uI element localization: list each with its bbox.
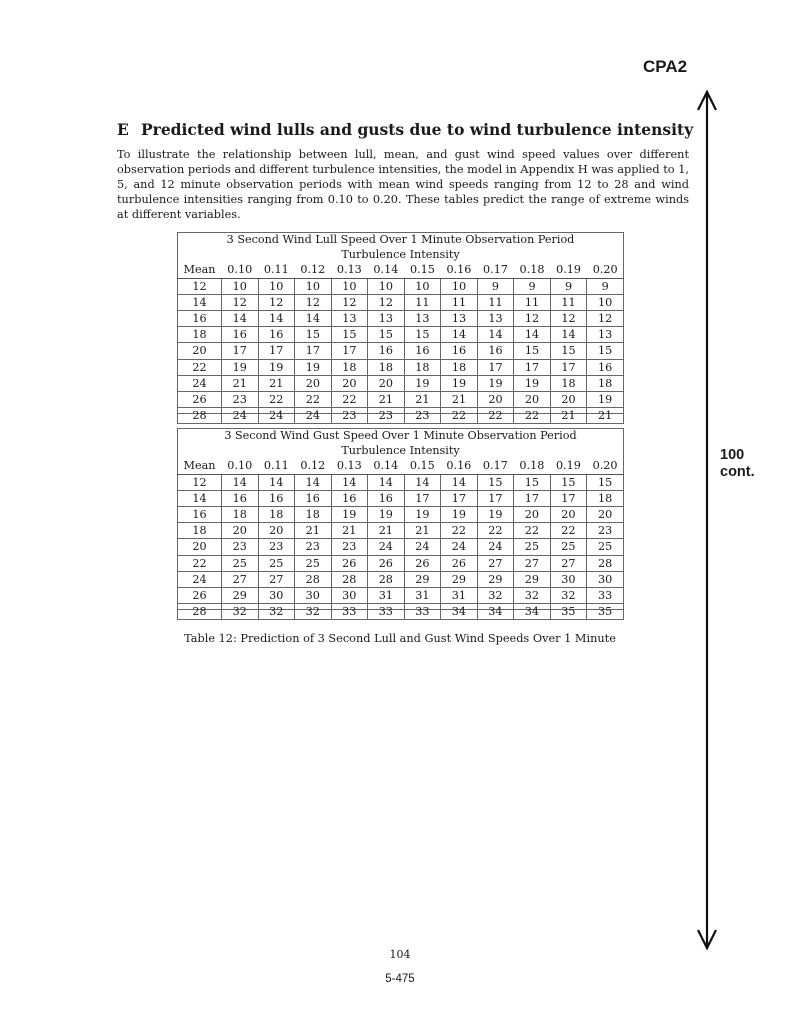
table-cell: 18 <box>331 359 368 375</box>
table-cell: 22 <box>331 391 368 407</box>
table-cell: 10 <box>331 278 368 294</box>
row-mean-cell: 20 <box>178 539 222 555</box>
row-mean-cell: 22 <box>178 359 222 375</box>
table-cell: 21 <box>404 523 441 539</box>
table-cell: 15 <box>587 474 624 490</box>
table-cell: 12 <box>258 294 295 310</box>
table-cell: 13 <box>404 310 441 326</box>
table-cell: 18 <box>404 359 441 375</box>
section-letter: E <box>117 120 129 139</box>
table-cell: 23 <box>295 539 332 555</box>
table-cell: 17 <box>477 359 514 375</box>
column-header-intensity: 0.16 <box>441 262 478 278</box>
table-cell: 13 <box>368 310 405 326</box>
table-cell: 10 <box>368 278 405 294</box>
row-mean-cell: 18 <box>178 327 222 343</box>
table-cell: 10 <box>587 294 624 310</box>
table-cell: 15 <box>550 343 587 359</box>
column-header-intensity: 0.12 <box>295 262 332 278</box>
page-number: 104 <box>389 948 411 961</box>
table-cell: 12 <box>368 294 405 310</box>
table-cell: 20 <box>295 375 332 391</box>
table-cell: 15 <box>587 343 624 359</box>
table-cell: 14 <box>222 310 259 326</box>
table-cell: 31 <box>441 587 478 603</box>
table-cell: 9 <box>587 278 624 294</box>
table-row <box>178 359 624 375</box>
intro-paragraph: To illustrate the relationship between lull, mean, and gust wind speed values over different observation periods and different turbulence intensities, the model in Appendix H was applied to 1, 5, and 12 minute observation periods with mean wind speeds ranging from 12 to 28 and wind turbulence intensities ranging from 0.10 to 0.20. These tables predict the range of extreme winds at different variables. <box>117 148 689 221</box>
table-cell: 24 <box>295 408 332 424</box>
table-cell: 19 <box>295 359 332 375</box>
table-cell: 30 <box>258 587 295 603</box>
table-cell: 17 <box>550 490 587 506</box>
row-mean-cell: 12 <box>178 474 222 490</box>
table-cell: 27 <box>514 555 551 571</box>
table-cell: 29 <box>441 571 478 587</box>
table-cell: 10 <box>222 278 259 294</box>
table-cell: 14 <box>404 474 441 490</box>
table-cell: 19 <box>222 359 259 375</box>
table-cell: 14 <box>368 474 405 490</box>
column-header-intensity: 0.20 <box>587 262 624 278</box>
table-cell: 23 <box>404 408 441 424</box>
column-header-intensity: 0.12 <box>295 458 332 474</box>
table-cell: 26 <box>441 555 478 571</box>
table-cell: 15 <box>550 474 587 490</box>
column-header-intensity: 0.18 <box>514 262 551 278</box>
table-cell: 13 <box>441 310 478 326</box>
table-cell: 12 <box>550 310 587 326</box>
table-cell: 15 <box>477 474 514 490</box>
table-cell: 12 <box>587 310 624 326</box>
table-cell: 14 <box>222 474 259 490</box>
table-cell: 23 <box>368 408 405 424</box>
table-cell: 17 <box>514 359 551 375</box>
table-cell: 23 <box>222 391 259 407</box>
column-header-intensity: 0.11 <box>258 262 295 278</box>
table-cell: 28 <box>368 571 405 587</box>
table-cell: 25 <box>587 539 624 555</box>
table-cell: 16 <box>258 490 295 506</box>
table-cell: 27 <box>477 555 514 571</box>
table-cell: 19 <box>587 391 624 407</box>
table-cell: 18 <box>550 375 587 391</box>
table-cell: 23 <box>331 408 368 424</box>
table-cell: 19 <box>258 359 295 375</box>
table-cell: 24 <box>404 539 441 555</box>
table-cell: 25 <box>222 555 259 571</box>
table-cell: 16 <box>258 327 295 343</box>
table-cell: 28 <box>331 571 368 587</box>
table-cell: 14 <box>477 327 514 343</box>
table-cell: 16 <box>587 359 624 375</box>
table-row <box>178 327 624 343</box>
table-cell: 17 <box>550 359 587 375</box>
table-row <box>178 587 624 603</box>
column-header-intensity: 0.10 <box>222 262 259 278</box>
table-subtitle: Turbulence Intensity <box>341 248 460 262</box>
table-cell: 32 <box>550 587 587 603</box>
table-row <box>178 506 624 522</box>
range-label-value: 100 <box>720 447 745 463</box>
column-header-mean: Mean <box>178 262 222 278</box>
table-cell: 20 <box>514 391 551 407</box>
row-mean-cell: 22 <box>178 555 222 571</box>
table-cell: 21 <box>587 408 624 424</box>
table-cell: 28 <box>295 571 332 587</box>
table-cell: 18 <box>587 375 624 391</box>
table-cell: 10 <box>441 278 478 294</box>
table-cell: 15 <box>514 474 551 490</box>
column-header-intensity: 0.10 <box>222 458 259 474</box>
table-cell: 21 <box>441 391 478 407</box>
table-cell: 14 <box>258 310 295 326</box>
table-subtitle: Turbulence Intensity <box>341 444 460 458</box>
table-cell: 25 <box>295 555 332 571</box>
table-cell: 18 <box>258 506 295 522</box>
table-cell: 31 <box>368 587 405 603</box>
table-cell: 15 <box>331 327 368 343</box>
table-cell: 12 <box>222 294 259 310</box>
table-cell: 17 <box>331 343 368 359</box>
row-mean-cell: 28 <box>178 408 222 424</box>
row-mean-cell: 16 <box>178 310 222 326</box>
table-row <box>178 278 624 294</box>
column-header-intensity: 0.11 <box>258 458 295 474</box>
table-cell: 13 <box>587 327 624 343</box>
table-cell: 35 <box>550 604 587 620</box>
table-cell: 26 <box>404 555 441 571</box>
table-cell: 17 <box>258 343 295 359</box>
table-cell: 24 <box>222 408 259 424</box>
table-cell: 11 <box>550 294 587 310</box>
table-cell: 29 <box>477 571 514 587</box>
table-cell: 22 <box>441 408 478 424</box>
table-cell: 19 <box>404 375 441 391</box>
table-cell: 19 <box>441 506 478 522</box>
table-cell: 19 <box>404 506 441 522</box>
table-cell: 17 <box>222 343 259 359</box>
page-stamp: 5-475 <box>385 973 415 985</box>
table-cell: 9 <box>514 278 551 294</box>
table-cell: 29 <box>222 587 259 603</box>
table-cell: 17 <box>404 490 441 506</box>
table-title: 3 Second Wind Lull Speed Over 1 Minute Observation Period <box>226 233 575 247</box>
table-row <box>178 571 624 587</box>
table-cell: 27 <box>258 571 295 587</box>
table-cell: 22 <box>477 523 514 539</box>
column-header-intensity: 0.13 <box>331 262 368 278</box>
section-title-text: Predicted wind lulls and gusts due to wind turbulence intensity <box>141 120 694 139</box>
table-cell: 32 <box>477 587 514 603</box>
table-cell: 19 <box>441 375 478 391</box>
table-cell: 10 <box>295 278 332 294</box>
table-cell: 16 <box>441 343 478 359</box>
table-row <box>178 408 624 424</box>
table-cell: 20 <box>550 506 587 522</box>
table-cell: 15 <box>368 327 405 343</box>
column-header-intensity: 0.16 <box>441 458 478 474</box>
table-cell: 11 <box>477 294 514 310</box>
table-cell: 29 <box>404 571 441 587</box>
table-cell: 34 <box>477 604 514 620</box>
row-mean-cell: 28 <box>178 604 222 620</box>
table-cell: 11 <box>404 294 441 310</box>
table-cell: 20 <box>477 391 514 407</box>
table-cell: 22 <box>514 408 551 424</box>
table-row <box>178 490 624 506</box>
table-cell: 16 <box>404 343 441 359</box>
section-title <box>117 120 693 139</box>
table-cell: 26 <box>368 555 405 571</box>
table-title: 3 Second Wind Gust Speed Over 1 Minute Observation Period <box>224 429 577 443</box>
column-header-intensity: 0.17 <box>477 458 514 474</box>
row-mean-cell: 20 <box>178 343 222 359</box>
column-header-intensity: 0.19 <box>550 262 587 278</box>
table-cell: 16 <box>331 490 368 506</box>
table-cell: 15 <box>295 327 332 343</box>
table-cell: 32 <box>295 604 332 620</box>
table-row <box>178 375 624 391</box>
table-cell: 20 <box>368 375 405 391</box>
table-cell: 18 <box>222 506 259 522</box>
double-headed-vertical-arrow-icon <box>690 88 724 952</box>
table-cell: 30 <box>331 587 368 603</box>
table-cell: 14 <box>441 327 478 343</box>
table-cell: 21 <box>222 375 259 391</box>
table-cell: 17 <box>441 490 478 506</box>
table-cell: 18 <box>368 359 405 375</box>
table-cell: 14 <box>441 474 478 490</box>
table-cell: 34 <box>514 604 551 620</box>
table-cell: 28 <box>587 555 624 571</box>
row-mean-cell: 18 <box>178 523 222 539</box>
column-header-intensity: 0.13 <box>331 458 368 474</box>
column-header-intensity: 0.18 <box>514 458 551 474</box>
table-cell: 16 <box>477 343 514 359</box>
table-cell: 26 <box>331 555 368 571</box>
table-row <box>178 539 624 555</box>
table-cell: 21 <box>404 391 441 407</box>
table-cell: 23 <box>222 539 259 555</box>
table-cell: 30 <box>587 571 624 587</box>
table-cell: 12 <box>295 294 332 310</box>
table-cell: 11 <box>441 294 478 310</box>
table-cell: 24 <box>258 408 295 424</box>
row-mean-cell: 14 <box>178 490 222 506</box>
table-cell: 16 <box>222 490 259 506</box>
table-cell: 21 <box>331 523 368 539</box>
table-cell: 21 <box>295 523 332 539</box>
table-cell: 23 <box>331 539 368 555</box>
row-mean-cell: 24 <box>178 375 222 391</box>
table-row <box>178 474 624 490</box>
table-cell: 14 <box>514 327 551 343</box>
table-cell: 27 <box>550 555 587 571</box>
table-cell: 32 <box>258 604 295 620</box>
table-cell: 14 <box>331 474 368 490</box>
table-cell: 33 <box>368 604 405 620</box>
table-row <box>178 523 624 539</box>
table-cell: 19 <box>477 375 514 391</box>
table-cell: 22 <box>295 391 332 407</box>
table-cell: 18 <box>441 359 478 375</box>
table-cell: 10 <box>404 278 441 294</box>
row-mean-cell: 24 <box>178 571 222 587</box>
table-cell: 20 <box>222 523 259 539</box>
column-header-intensity: 0.14 <box>368 262 405 278</box>
table-cell: 9 <box>550 278 587 294</box>
table-cell: 11 <box>514 294 551 310</box>
table-cell: 16 <box>368 490 405 506</box>
row-mean-cell: 16 <box>178 506 222 522</box>
table-cell: 31 <box>404 587 441 603</box>
table-cell: 20 <box>587 506 624 522</box>
table-cell: 24 <box>477 539 514 555</box>
lull-speed-table <box>177 232 624 424</box>
table-cell: 25 <box>514 539 551 555</box>
table-cell: 14 <box>258 474 295 490</box>
table-cell: 17 <box>295 343 332 359</box>
table-cell: 30 <box>295 587 332 603</box>
row-mean-cell: 26 <box>178 391 222 407</box>
table-cell: 16 <box>222 327 259 343</box>
table-cell: 25 <box>550 539 587 555</box>
table-cell: 25 <box>258 555 295 571</box>
table-cell: 19 <box>477 506 514 522</box>
table-cell: 16 <box>368 343 405 359</box>
table-cell: 29 <box>514 571 551 587</box>
table-cell: 17 <box>514 490 551 506</box>
table-cell: 22 <box>477 408 514 424</box>
table-cell: 13 <box>477 310 514 326</box>
table-cell: 19 <box>368 506 405 522</box>
table-cell: 20 <box>514 506 551 522</box>
table-cell: 23 <box>587 523 624 539</box>
table-cell: 14 <box>295 310 332 326</box>
table-cell: 21 <box>550 408 587 424</box>
table-cell: 24 <box>368 539 405 555</box>
row-mean-cell: 26 <box>178 587 222 603</box>
table-cell: 20 <box>258 523 295 539</box>
table-row <box>178 343 624 359</box>
table-cell: 19 <box>331 506 368 522</box>
table-cell: 19 <box>514 375 551 391</box>
table-cell: 16 <box>295 490 332 506</box>
range-label-continued: cont. <box>720 464 755 480</box>
table-cell: 14 <box>550 327 587 343</box>
table-cell: 15 <box>404 327 441 343</box>
column-header-intensity: 0.20 <box>587 458 624 474</box>
table-cell: 32 <box>514 587 551 603</box>
table-cell: 24 <box>441 539 478 555</box>
column-header-intensity: 0.17 <box>477 262 514 278</box>
range-annotation-label <box>720 447 755 481</box>
table-cell: 18 <box>295 506 332 522</box>
table-cell: 35 <box>587 604 624 620</box>
table-cell: 33 <box>404 604 441 620</box>
table-cell: 22 <box>550 523 587 539</box>
table-cell: 18 <box>587 490 624 506</box>
table-cell: 15 <box>514 343 551 359</box>
table-cell: 32 <box>222 604 259 620</box>
table-cell: 22 <box>514 523 551 539</box>
table-cell: 34 <box>441 604 478 620</box>
column-header-intensity: 0.15 <box>404 458 441 474</box>
table-row <box>178 604 624 620</box>
table-cell: 14 <box>295 474 332 490</box>
column-header-intensity: 0.15 <box>404 262 441 278</box>
document-code: CPA2 <box>643 57 688 76</box>
table-cell: 20 <box>331 375 368 391</box>
table-cell: 21 <box>368 391 405 407</box>
table-cell: 20 <box>550 391 587 407</box>
table-cell: 22 <box>258 391 295 407</box>
table-cell: 10 <box>258 278 295 294</box>
table-cell: 9 <box>477 278 514 294</box>
table-cell: 22 <box>441 523 478 539</box>
table-cell: 33 <box>331 604 368 620</box>
table-cell: 12 <box>514 310 551 326</box>
table-cell: 30 <box>550 571 587 587</box>
table-caption: Table 12: Prediction of 3 Second Lull and Gust Wind Speeds Over 1 Minute <box>184 632 616 645</box>
table-cell: 27 <box>222 571 259 587</box>
table-row <box>178 555 624 571</box>
table-cell: 17 <box>477 490 514 506</box>
table-row <box>178 294 624 310</box>
table-cell: 13 <box>331 310 368 326</box>
table-cell: 12 <box>331 294 368 310</box>
gust-speed-table <box>177 428 624 620</box>
table-cell: 21 <box>258 375 295 391</box>
column-header-intensity: 0.14 <box>368 458 405 474</box>
table-cell: 21 <box>368 523 405 539</box>
row-mean-cell: 12 <box>178 278 222 294</box>
table-cell: 33 <box>587 587 624 603</box>
column-header-intensity: 0.19 <box>550 458 587 474</box>
table-row <box>178 310 624 326</box>
column-header-mean: Mean <box>178 458 222 474</box>
row-mean-cell: 14 <box>178 294 222 310</box>
table-row <box>178 391 624 407</box>
table-cell: 23 <box>258 539 295 555</box>
